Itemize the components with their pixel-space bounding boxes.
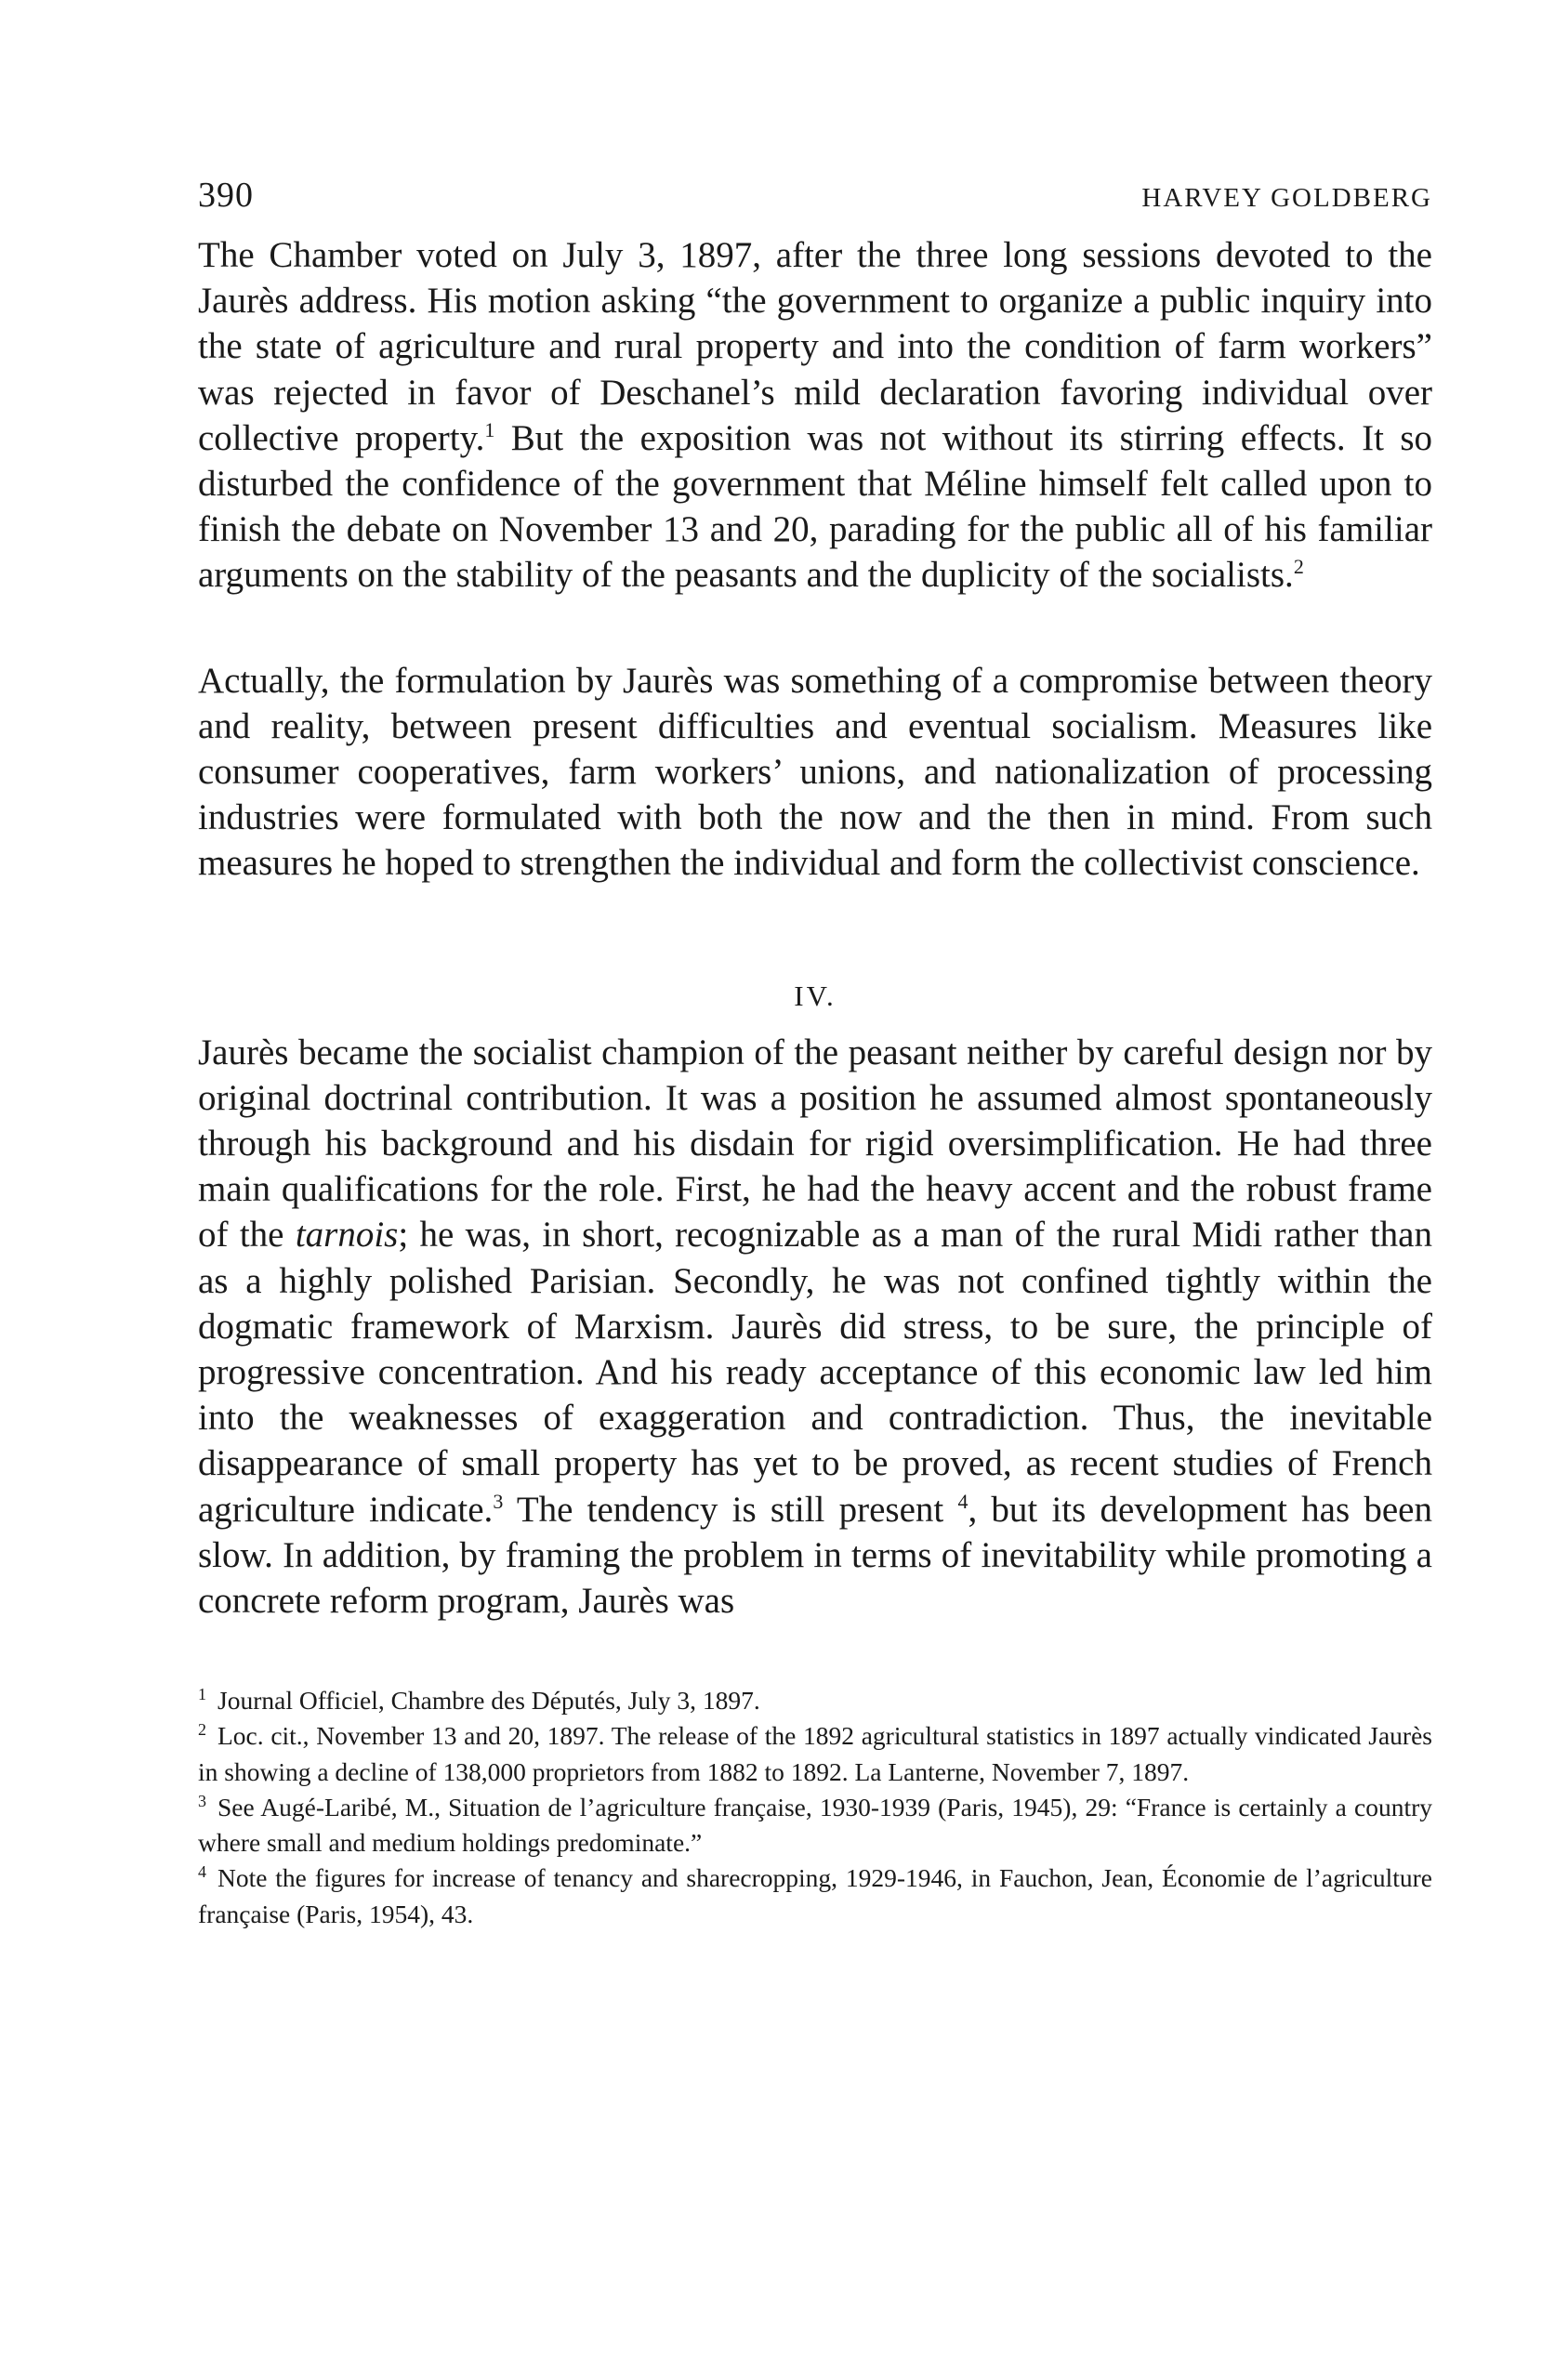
paragraph-text: The Chamber voted on July 3, 1897, after the three long sessions devoted to the Jaurès address. His motion asking “the government to organize a public inquiry into the state of agriculture and rural property and into the condition of farm workers” was rejected in favor of Deschanel’s mild declaration favoring individual over collective property.: [198, 235, 1432, 458]
footnote-text: Loc. cit., November 13 and 20, 1897. The release of the 1892 agricultural statistics in 1897 actually vindicated Jaurès in showing a decline of 138,000 proprietors from 1882 to 1892. La Lanterne, November 7, 1897.: [198, 1721, 1432, 1786]
footnote-3: [198, 1790, 1432, 1861]
footnote-text: See Augé-Laribé, M., Situation de l’agriculture française, 1930-1939 (Paris, 1945), 29: “France is certainly a country where small and medium holdings predominate.”: [198, 1792, 1432, 1858]
paragraph-chamber-vote: [198, 232, 1432, 598]
paragraph-formulation: Actually, the formulation by Jaurès was something of a compromise between theory and reality, between present difficulties and eventual socialism. Measures like consumer cooperatives, farm workers’ unions, and nationalization of processing industries were formulated with both the now and the then in mind. From such measures he hoped to strengthen the individual and form the collectivist conscience.: [198, 660, 1432, 884]
footnote-marker: 1: [198, 1685, 206, 1704]
footnote-2: [198, 1718, 1432, 1789]
footnotes: [198, 1683, 1432, 1931]
running-head-author: HARVEY GOLDBERG: [1141, 183, 1432, 213]
page-number: 390: [198, 176, 254, 215]
footnote-reference: 2: [1293, 555, 1304, 579]
section-heading: IV.: [794, 979, 837, 1012]
paragraph-text: Jaurès became the socialist champion of the peasant neither by careful design nor by original doctrinal contribution. It was a position he assumed almost spontaneously through his background and his disdain for rigid oversimplification. He had three main qualifications for the role. First, he had the heavy accent and the robust frame of the: [198, 1032, 1432, 1256]
footnote-1: [198, 1683, 1432, 1718]
paragraph-text: ; he was, in short, recognizable as a man of the rural Midi rather than as a highly polished Parisian. Secondly, he was not confined tightly within the dogmatic framework of Marxism. Jaurès did stress, to be sure, the principle of progressive concentration. And his ready acceptance of this economic law led him into the weaknesses of exaggeration and contradiction. Thus, the inevitable disappearance of small property has yet to be proved, as recent studies of French agriculture indicate.: [198, 1215, 1432, 1530]
footnote-reference: 1: [484, 417, 495, 441]
footnote-marker: 3: [198, 1791, 206, 1810]
footnote-4: [198, 1861, 1432, 1931]
italic-term: tarnois: [295, 1215, 399, 1256]
footnote-marker: 4: [198, 1862, 206, 1882]
running-head: [198, 175, 1432, 216]
page: [198, 175, 1432, 1932]
footnote-reference: 4: [957, 1489, 968, 1513]
footnote-text: Journal Officiel, Chambre des Députés, July 3, 1897.: [217, 1686, 760, 1716]
paragraph-text: But the exposition was not without its stirring effects. It so disturbed the confidence of the government that Méline himself felt called upon to finish the debate on November 13 and 20, parading for the public all of his familiar arguments on the stability of the peasants and the duplicity of the socialists.: [198, 417, 1432, 596]
paragraph-text: The tendency is still present: [503, 1489, 958, 1530]
paragraph-text: , but its development has been slow. In addition, by framing the problem in terms of inevitability while promoting a concrete reform program, Jaurès was: [198, 1489, 1432, 1622]
footnote-text: Note the figures for increase of tenancy and sharecropping, 1929-1946, in Fauchon, Jean, Économie de l’agriculture française (Paris, 1954), 43.: [198, 1863, 1432, 1928]
footnote-marker: 2: [198, 1720, 206, 1740]
paragraph-socialist-champion: [198, 1030, 1432, 1624]
footnote-reference: 3: [493, 1489, 504, 1513]
